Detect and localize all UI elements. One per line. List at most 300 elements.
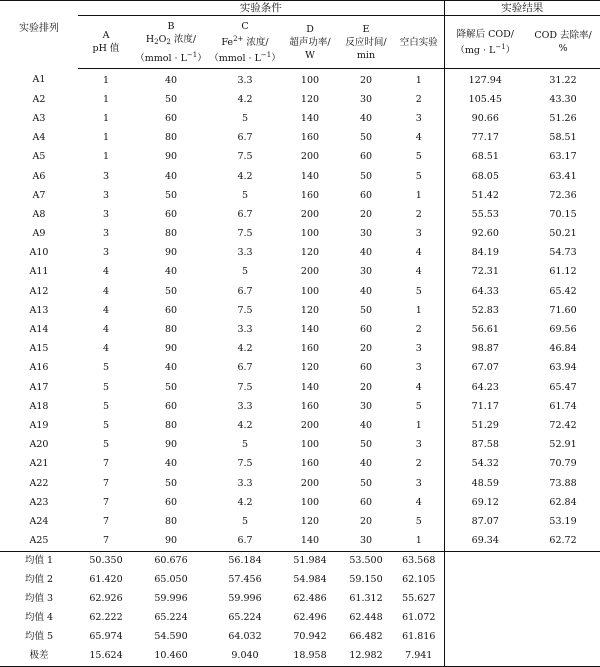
empty-cell	[444, 590, 526, 609]
table-cell: 20	[359, 74, 373, 86]
table-cell: 140	[300, 170, 320, 182]
col-b-header: B $H_2O_2$ 浓度/ （mmol · $L^{-1}$）	[134, 16, 208, 69]
table-cell: 80	[164, 419, 178, 431]
run-label-cell: A7	[32, 189, 46, 201]
table-cell: 62.84	[549, 496, 577, 508]
runs-body	[0, 69, 600, 552]
table-cell: 7.5	[237, 228, 253, 240]
table-row	[0, 225, 600, 244]
table-cell: 72.42	[549, 419, 577, 431]
table-row	[0, 186, 600, 205]
table-cell: 3	[102, 189, 110, 201]
stats-body	[0, 551, 600, 666]
table-cell: 4	[102, 285, 110, 297]
stats-cell: 53.500	[338, 551, 394, 571]
run-label-cell: A16	[29, 362, 49, 374]
table-cell: 200	[300, 477, 320, 489]
table-cell: 5	[415, 515, 422, 527]
table-cell: 3	[415, 362, 422, 374]
table-cell: 1	[415, 535, 422, 547]
stats-cell: 18.958	[282, 647, 338, 667]
table-cell: 64.23	[444, 378, 526, 397]
table-cell: 30	[359, 93, 373, 105]
table-cell: 3.3	[237, 477, 253, 489]
table-cell: 40	[164, 458, 178, 470]
table-cell: 120	[300, 304, 320, 316]
stats-cell: 61.312	[349, 593, 383, 605]
table-cell: 4	[102, 343, 110, 355]
stats-cell: 70.942	[293, 631, 327, 643]
table-cell: 50	[164, 477, 178, 489]
table-cell: 3	[415, 112, 422, 124]
table-cell: 100	[300, 74, 320, 86]
table-cell: 90	[164, 247, 178, 259]
stats-cell: 59.150	[349, 574, 383, 586]
table-cell: 43.30	[549, 93, 577, 105]
table-cell: 3	[415, 228, 422, 240]
run-label-cell: A10	[29, 247, 49, 259]
table-cell: 160	[300, 189, 320, 201]
table-cell: 60	[164, 112, 178, 124]
table-cell: 30	[359, 266, 373, 278]
stats-cell: 57.456	[228, 574, 262, 586]
stats-cell: 65.974	[89, 631, 123, 643]
table-cell: 40	[164, 362, 178, 374]
stats-cell: 62.105	[402, 574, 436, 586]
run-label-cell: A11	[29, 266, 49, 278]
table-cell: 2	[415, 458, 422, 470]
table-cell: 20	[359, 381, 373, 393]
table-cell: 90	[164, 439, 178, 451]
table-cell: 100	[300, 285, 320, 297]
stats-cell: 61.816	[402, 631, 436, 643]
table-row	[0, 263, 600, 282]
table-row	[0, 474, 600, 493]
run-label-cell: A17	[29, 381, 49, 393]
table-cell: 5	[241, 439, 249, 451]
table-row	[0, 109, 600, 128]
table-cell: 46.84	[549, 343, 577, 355]
table-row	[0, 436, 600, 455]
table-cell: 5	[241, 112, 249, 124]
results-group-header: 实验结果	[444, 1, 600, 16]
run-label-cell: A14	[29, 324, 49, 336]
table-cell: 50.21	[549, 228, 577, 240]
table-cell: 4	[415, 132, 422, 144]
run-label-cell: A15	[29, 343, 49, 355]
table-cell: 140	[300, 112, 320, 124]
table-cell: 52.91	[549, 439, 577, 451]
run-label-cell: A4	[32, 132, 46, 144]
table-cell: 60	[164, 208, 178, 220]
run-label-cell: A13	[29, 304, 49, 316]
table-cell: 3.3	[237, 74, 253, 86]
table-row	[0, 244, 600, 263]
table-cell: 7	[102, 477, 110, 489]
table-cell: 20	[359, 343, 373, 355]
run-label-cell: A6	[32, 170, 46, 182]
table-cell: 73.88	[549, 477, 577, 489]
table-cell: 4	[415, 266, 422, 278]
table-cell: 60	[164, 304, 178, 316]
stats-cell: 50.350	[78, 551, 134, 571]
table-cell: 3	[415, 343, 422, 355]
table-cell: 200	[300, 151, 320, 163]
table-cell: 51.26	[549, 112, 577, 124]
table-cell: 1	[415, 189, 422, 201]
table-cell: 1	[102, 151, 110, 163]
table-cell: 30	[359, 400, 373, 412]
table-cell: 71.17	[444, 397, 526, 416]
col-rate-header: COD 去除率/ %	[526, 16, 600, 69]
run-label-cell: A3	[32, 112, 46, 124]
table-cell: 120	[300, 93, 320, 105]
table-row	[0, 378, 600, 397]
stats-cell: 9.040	[208, 647, 282, 667]
table-row	[0, 340, 600, 359]
table-cell: 127.94	[444, 69, 526, 91]
table-cell: 70.15	[549, 208, 577, 220]
table-cell: 200	[300, 208, 320, 220]
table-cell: 50	[164, 93, 178, 105]
empty-cell	[444, 571, 526, 590]
run-label-cell: A25	[29, 535, 49, 547]
conditions-group-header: 实验条件	[78, 1, 444, 16]
col-a-header: A pH 值	[78, 16, 134, 69]
table-cell: 4	[415, 381, 422, 393]
table-row	[0, 493, 600, 512]
stats-cell: 56.184	[208, 551, 282, 571]
table-cell: 140	[300, 381, 320, 393]
table-cell: 1	[415, 74, 422, 86]
table-row	[0, 512, 600, 531]
table-cell: 4.2	[237, 496, 253, 508]
empty-cell	[444, 647, 526, 667]
stats-cell: 10.460	[134, 647, 208, 667]
table-cell: 20	[359, 515, 373, 527]
row-label-header: 实验排列	[0, 1, 78, 69]
table-cell: 3	[102, 247, 110, 259]
table-cell: 3	[415, 477, 422, 489]
table-cell: 100	[300, 496, 320, 508]
table-cell: 72.31	[444, 263, 526, 282]
table-cell: 50	[359, 477, 373, 489]
empty-cell	[526, 551, 600, 571]
table-cell: 69.34	[444, 532, 526, 552]
table-cell: 200	[300, 419, 320, 431]
stats-cell: 60.676	[134, 551, 208, 571]
table-cell: 1	[102, 112, 110, 124]
stats-cell: 65.050	[154, 574, 188, 586]
table-cell: 48.59	[444, 474, 526, 493]
table-cell: 5	[241, 266, 249, 278]
table-cell: 4	[415, 496, 422, 508]
table-cell: 61.74	[549, 400, 577, 412]
table-cell: 51.42	[444, 186, 526, 205]
table-cell: 20	[359, 208, 373, 220]
table-cell: 69.56	[549, 324, 577, 336]
stats-cell: 62.496	[293, 612, 327, 624]
table-cell: 7	[102, 515, 110, 527]
empty-cell	[444, 551, 526, 571]
empty-cell	[526, 571, 600, 590]
table-cell: 120	[300, 515, 320, 527]
table-cell: 60	[359, 151, 373, 163]
table-cell: 50	[164, 189, 178, 201]
table-cell: 50	[359, 439, 373, 451]
stats-label-cell: 极差	[0, 647, 78, 667]
table-cell: 3	[102, 228, 110, 240]
stats-cell: 54.590	[154, 631, 188, 643]
col-cod-header: 降解后 COD/ $(mg \cdot L^{-1})$	[444, 16, 526, 69]
table-cell: 5	[241, 189, 249, 201]
empty-cell	[444, 628, 526, 647]
table-cell: 50	[164, 381, 178, 393]
table-cell: 60	[359, 324, 373, 336]
stats-cell: 62.222	[89, 612, 123, 624]
stats-cell: 65.224	[154, 612, 188, 624]
table-cell: 5	[415, 285, 422, 297]
table-cell: 54.32	[444, 455, 526, 474]
table-cell: 71.60	[549, 304, 577, 316]
table-cell: 4.2	[237, 93, 253, 105]
table-cell: 40	[359, 458, 373, 470]
table-cell: 1	[415, 304, 422, 316]
table-cell: 87.58	[444, 436, 526, 455]
table-cell: 4	[102, 324, 110, 336]
table-cell: 68.51	[444, 148, 526, 167]
empty-cell	[526, 609, 600, 628]
table-row	[0, 90, 600, 109]
stats-row	[0, 609, 600, 628]
stats-cell: 59.996	[228, 593, 262, 605]
table-cell: 4	[102, 304, 110, 316]
stats-cell: 15.624	[78, 647, 134, 667]
run-label-cell: A24	[29, 515, 49, 527]
run-label-cell: A9	[32, 228, 46, 240]
empty-cell	[444, 609, 526, 628]
table-row	[0, 532, 600, 552]
table-cell: 40	[164, 170, 178, 182]
table-cell: 4.2	[237, 343, 253, 355]
table-cell: 160	[300, 132, 320, 144]
table-cell: 5	[102, 419, 110, 431]
table-cell: 68.05	[444, 167, 526, 186]
table-cell: 31.22	[549, 74, 577, 86]
col-blank-header: 空白实验	[394, 16, 444, 69]
table-cell: 30	[359, 535, 373, 547]
table-cell: 6.7	[237, 132, 253, 144]
table-cell: 120	[300, 247, 320, 259]
table-cell: 80	[164, 228, 178, 240]
table-cell: 80	[164, 132, 178, 144]
table-cell: 90	[164, 343, 178, 355]
table-cell: 50	[359, 170, 373, 182]
table-cell: 7.5	[237, 381, 253, 393]
table-cell: 1	[102, 93, 110, 105]
table-cell: 100	[300, 228, 320, 240]
table-cell: 40	[164, 74, 178, 86]
table-cell: 87.07	[444, 512, 526, 531]
table-row	[0, 282, 600, 301]
table-cell: 84.19	[444, 244, 526, 263]
table-cell: 65.42	[549, 285, 577, 297]
table-cell: 3.3	[237, 400, 253, 412]
stats-row	[0, 628, 600, 647]
run-label-cell: A19	[29, 419, 49, 431]
table-cell: 80	[164, 515, 178, 527]
empty-cell	[526, 647, 600, 667]
table-cell: 40	[359, 247, 373, 259]
table-row	[0, 397, 600, 416]
table-cell: 105.45	[444, 90, 526, 109]
stats-cell: 54.984	[293, 574, 327, 586]
run-label-cell: A12	[29, 285, 49, 297]
stats-cell: 65.224	[228, 612, 262, 624]
table-cell: 90	[164, 151, 178, 163]
table-cell: 90	[164, 535, 178, 547]
table-cell: 70.79	[549, 458, 577, 470]
table-cell: 63.17	[549, 151, 577, 163]
table-cell: 50	[359, 132, 373, 144]
table-cell: 6.7	[237, 208, 253, 220]
table-cell: 5	[102, 362, 110, 374]
stats-row	[0, 590, 600, 609]
table-cell: 40	[359, 112, 373, 124]
col-d-header: D 超声功率/ W	[282, 16, 338, 69]
table-cell: 55.53	[444, 205, 526, 224]
table-cell: 80	[164, 324, 178, 336]
run-label-cell: A22	[29, 477, 49, 489]
table-cell: 53.19	[549, 515, 577, 527]
table-cell: 2	[415, 208, 422, 220]
table-cell: 5	[102, 381, 110, 393]
stats-cell: 62.926	[89, 593, 123, 605]
table-cell: 5	[102, 400, 110, 412]
table-cell: 60	[359, 496, 373, 508]
table-cell: 3.3	[237, 247, 253, 259]
table-cell: 5	[102, 439, 110, 451]
table-row	[0, 455, 600, 474]
table-cell: 92.60	[444, 225, 526, 244]
table-cell: 160	[300, 343, 320, 355]
run-label-cell: A18	[29, 400, 49, 412]
table-row	[0, 167, 600, 186]
table-cell: 7	[102, 496, 110, 508]
run-label-cell: A8	[32, 208, 46, 220]
run-label-cell: A21	[29, 458, 49, 470]
table-cell: 40	[359, 285, 373, 297]
run-label-cell: A20	[29, 439, 49, 451]
table-cell: 7.5	[237, 151, 253, 163]
stats-cell: 55.627	[402, 593, 436, 605]
stats-cell: 59.996	[154, 593, 188, 605]
table-cell: 5	[415, 170, 422, 182]
table-cell: 77.17	[444, 129, 526, 148]
stats-row	[0, 551, 600, 571]
empty-cell	[526, 590, 600, 609]
stats-label-cell: 均值 2	[24, 574, 54, 586]
table-cell: 52.83	[444, 301, 526, 320]
table-cell: 120	[300, 362, 320, 374]
table-cell: 40	[359, 419, 373, 431]
table-cell: 160	[300, 400, 320, 412]
table-cell: 58.51	[549, 132, 577, 144]
stats-cell: 66.482	[349, 631, 383, 643]
table-cell: 40	[164, 266, 178, 278]
table-cell: 7	[102, 535, 110, 547]
col-c-header: C $Fe^{2+}$ 浓度/ （mmol · $L^{-1}$）	[208, 16, 282, 69]
stats-cell: 51.984	[282, 551, 338, 571]
table-cell: 140	[300, 324, 320, 336]
table-row	[0, 320, 600, 339]
table-cell: 72.36	[549, 189, 577, 201]
stats-row	[0, 571, 600, 590]
table-row	[0, 359, 600, 378]
table-cell: 65.47	[549, 381, 577, 393]
stats-cell: 63.568	[394, 551, 444, 571]
table-cell: 4.2	[237, 170, 253, 182]
table-cell: 6.7	[237, 535, 253, 547]
run-label-cell: A23	[29, 496, 49, 508]
table-cell: 4.2	[237, 419, 253, 431]
table-cell: 7.5	[237, 304, 253, 316]
stats-cell: 7.941	[394, 647, 444, 667]
table-cell: 3	[102, 208, 110, 220]
table-cell: 3.3	[237, 324, 253, 336]
table-cell: 2	[415, 93, 422, 105]
table-cell: 3	[415, 439, 422, 451]
table-row	[0, 129, 600, 148]
table-row	[0, 205, 600, 224]
col-e-header: E 反应时间/ min	[338, 16, 394, 69]
table-cell: 62.72	[549, 535, 577, 547]
stats-cell: 62.486	[293, 593, 327, 605]
stats-label-cell: 均值 3	[24, 593, 54, 605]
table-cell: 60	[359, 362, 373, 374]
table-cell: 7	[102, 458, 110, 470]
table-cell: 56.61	[444, 320, 526, 339]
stats-label-cell: 均值 4	[24, 612, 54, 624]
table-row	[0, 148, 600, 167]
table-cell: 1	[102, 132, 110, 144]
table-row	[0, 301, 600, 320]
table-cell: 6.7	[237, 285, 253, 297]
table-cell: 67.07	[444, 359, 526, 378]
table-cell: 69.12	[444, 493, 526, 512]
stats-label-cell: 均值 5	[24, 631, 54, 643]
stats-row	[0, 647, 600, 667]
table-cell: 60	[164, 400, 178, 412]
table-cell: 200	[300, 266, 320, 278]
table-cell: 4	[102, 266, 110, 278]
table-cell: 5	[415, 151, 422, 163]
run-label-cell: A5	[32, 151, 46, 163]
table-cell: 50	[164, 285, 178, 297]
run-label-cell: A2	[32, 93, 46, 105]
table-row	[0, 69, 600, 91]
table-cell: 63.41	[549, 170, 577, 182]
table-cell: 140	[300, 535, 320, 547]
table-cell: 7.5	[237, 458, 253, 470]
table-cell: 60	[164, 496, 178, 508]
table-cell: 51.29	[444, 416, 526, 435]
stats-cell: 12.982	[338, 647, 394, 667]
stats-cell: 62.448	[349, 612, 383, 624]
table-cell: 64.33	[444, 282, 526, 301]
table-cell: 54.73	[549, 247, 577, 259]
stats-cell: 61.072	[402, 612, 436, 624]
